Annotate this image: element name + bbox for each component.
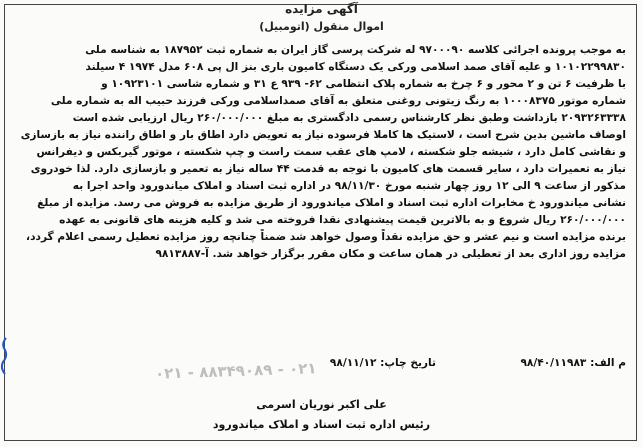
signer-title: رئیس اداره ثبت اسناد و املاک میاندورود bbox=[212, 418, 431, 431]
margin-ink-mark bbox=[0, 336, 8, 376]
notice-subtitle: اموال منقول (اتومبیل) bbox=[259, 20, 384, 33]
body-line: ۱۰۱۰۲۲۹۹۸۳۰ و علیه آقای صمد اسلامی ورکی یک دستگاه کامیون باری بنز ال پی ۶۰۸ مدل ۱۹۷۴ ۴ سیلند bbox=[85, 61, 626, 73]
body-line: مذکور از ساعت ۹ الی ۱۲ روز چهار شنبه مورخ ۹۸/۱۱/۳۰ در اداره ثبت اسناد و املاک میاندورود واحد اجرا به bbox=[72, 180, 626, 192]
body-line: اوصاف ماشین بدین شرح است ، لاستیک ها کاملا فرسوده نیاز به تعویض دارد اطاق بار و اطاق راننده نیاز به بازسازی bbox=[20, 129, 626, 141]
reference-number: م الف: ۹۸/۴۰/۱۱۹۸۳ bbox=[520, 357, 626, 369]
signer-name: علی اکبر نوریان اسرمی bbox=[256, 398, 387, 411]
body-line: ۲۶۰/۰۰۰/۰۰۰ ریال شروع و به بالاترین قیمت پیشنهادی نقدا فروخته می شد و کلیه هزینه های قانونی به عهده bbox=[59, 214, 626, 226]
body-line: شماره موتور ۱۰۰۰۸۳۷۵ به رنگ زیتونی روغنی متعلق به آقای صمداسلامی ورکی فرزند حبیب اله به شماره ملی bbox=[50, 95, 626, 107]
phone-watermark: ۰۲۱ - ۸۸۳۴۹۰۸۹ - ۰۲۱ bbox=[154, 359, 317, 383]
body-line: به موجب پرونده اجرائی کلاسه ۹۷۰۰۰۹۰ له شرکت پرسی گاز ایران به شماره ثبت ۱۸۷۹۵۲ به شناسه ملی bbox=[85, 44, 626, 56]
body-line: برنده مزایده است و نیم عشر و حق مزایده نقداً وصول خواهد شد ضمناً چنانچه روز مزایده تعطیل رسمی اعلام گردد، bbox=[26, 231, 626, 243]
body-line: و نقاشی کامل دارد ، شیشه جلو شکسته ، لامپ های عقب سمت راست و چپ شکسته ، موتور گیربکس و دیفرانس bbox=[36, 146, 626, 158]
body-line: نیاز به تعمیرات دارد ، سایر قسمت های کامیون با توجه به قدمت ۴۴ ساله نیاز به تعمیر و بازسازی دارد. لذا خودروی bbox=[30, 163, 626, 175]
notice-body bbox=[10, 42, 626, 263]
body-line: مزایده روز اداری بعد از تعطیلی در همان ساعت و مکان مقرر برگزار خواهد شد. آ-۹۸۱۳۸۸۷ bbox=[155, 248, 626, 260]
notice-title: آگهی مزایده bbox=[285, 2, 358, 16]
body-line: با ظرفیت ۶ تن و ۲ محور و ۶ چرخ به شماره پلاک انتظامی ۶۲- ۹۳۹ ع ۳۱ و شماره شاسی ۱۰۹۲۳۱۰۱ و bbox=[101, 78, 626, 90]
body-line: ۲۰۹۳۲۶۳۳۳۸ بازداشت وطبق نظر کارشناس رسمی دادگستری به مبلغ ۲۶۰/۰۰۰/۰۰۰ ریال ارزیابی شده است bbox=[72, 112, 626, 124]
print-date: تاریخ چاپ: ۹۸/۱۱/۱۲ bbox=[329, 357, 436, 369]
body-line: نشانی میاندورود خ مخابرات اداره ثبت اسناد و املاک میاندورود از طریق مزایده به فروش می رسد. مزایده از مبلغ bbox=[37, 197, 626, 209]
